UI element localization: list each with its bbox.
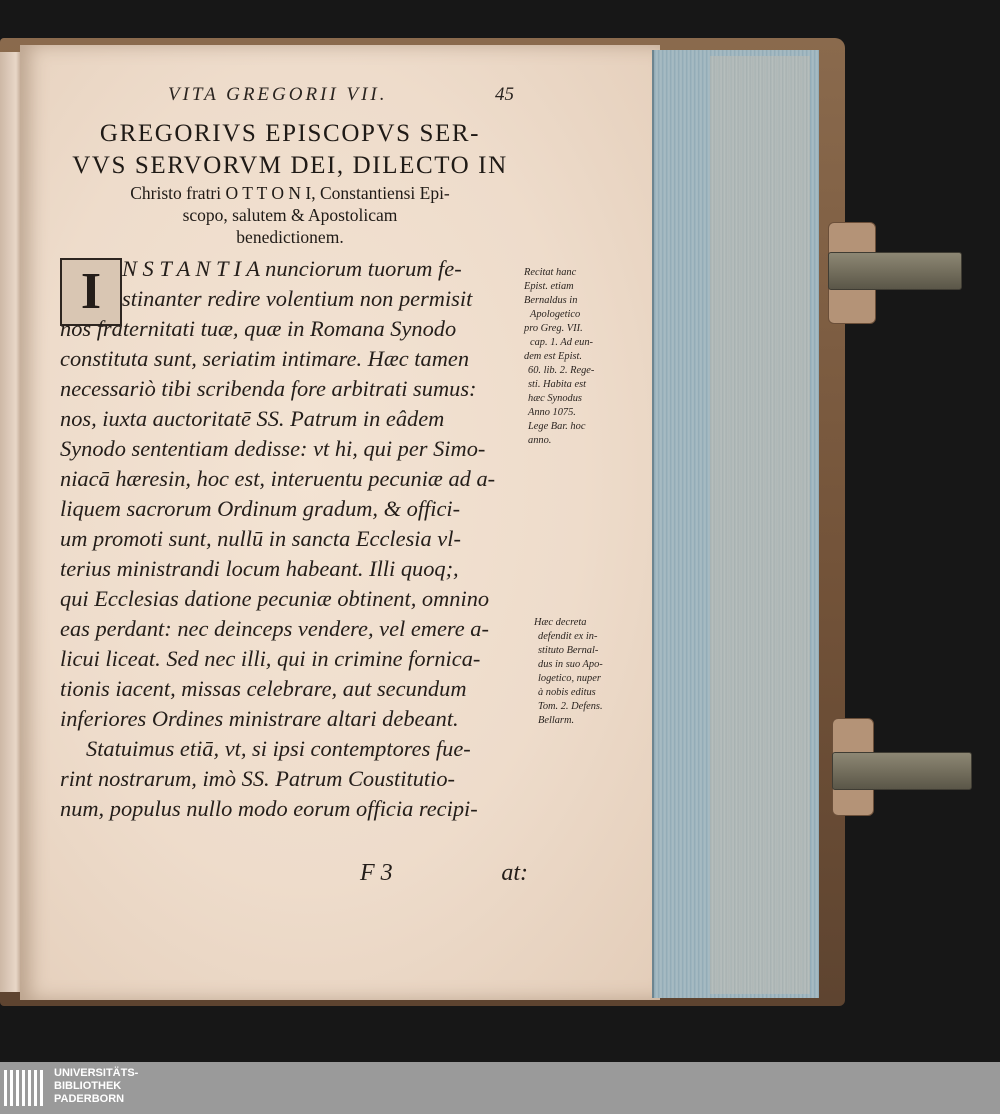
- marginal-line: Apologetico: [530, 309, 581, 320]
- body-line: nos, iuxta auctoritatē SS. Patrum in eâdem: [60, 406, 445, 431]
- marginal-line: pro Greg. VII.: [524, 323, 583, 334]
- body-line: constituta sunt, seriatim intimare. Hæc tamen: [60, 346, 470, 371]
- running-head: VITA GREGORII VII.: [168, 84, 388, 105]
- body-line: Statuimus etiā, vt, si ipsi contemptores fue-: [86, 736, 471, 761]
- heading-line: scopo, salutem & Apostolicam: [182, 205, 398, 225]
- body-line: inferiores Ordines ministrare altari debeant.: [60, 706, 459, 731]
- marginal-line: sti. Habita est: [528, 379, 587, 390]
- marginal-line: 60. lib. 2. Rege-: [528, 365, 595, 376]
- body-line: tionis iacent, missas celebrare, aut secundum: [60, 676, 467, 701]
- body-line: licui liceat. Sed nec illi, qui in crimine fornica-: [60, 646, 481, 671]
- marginal-line: à nobis editus: [538, 687, 596, 698]
- marginal-line: anno.: [528, 435, 552, 446]
- body-text: [60, 254, 524, 824]
- left-page-edge: [0, 52, 20, 992]
- body-line: num, populus nullo modo eorum officia recipi-: [60, 796, 478, 821]
- heading-line: Christo fratri O T T O N I, Constantiensi Epi-: [130, 183, 450, 203]
- library-name-line: PADERBORN: [54, 1093, 125, 1105]
- marginal-line: hæc Synodus: [528, 393, 582, 404]
- body-line: niacā hæresin, hoc est, interuentu pecuniæ ad a-: [60, 466, 496, 491]
- catchword: at:: [501, 860, 528, 886]
- marginal-line: stituto Bernal-: [538, 645, 599, 656]
- body-line: nos fraternitati tuæ, quæ in Romana Synodo: [60, 316, 457, 341]
- heading-line: GREGORIVS EPISCOPVS SER-: [99, 120, 481, 147]
- page-edges-shade: [710, 56, 810, 994]
- marginal-line: Anno 1075.: [528, 407, 576, 418]
- library-name-line: UNIVERSITÄTS-: [54, 1067, 139, 1079]
- body-line: N S T A N T I A nunciorum tuorum fe-: [122, 256, 462, 281]
- body-line: qui Ecclesias datione pecuniæ obtinent, omnino: [60, 586, 490, 611]
- body-line: liquem sacrorum Ordinum gradum, & offici-: [60, 496, 461, 521]
- letter-heading: [40, 118, 540, 248]
- page-number: 45: [495, 84, 514, 105]
- marginal-line: Recitat hanc: [524, 267, 577, 278]
- library-name-line: BIBLIOTHEK: [54, 1080, 122, 1092]
- marginal-line: Hæc decreta: [534, 617, 587, 628]
- library-footer: [0, 1062, 1000, 1114]
- marginal-line: logetico, nuper: [538, 673, 601, 684]
- body-line: Synodo sententiam dedisse: vt hi, qui per Simo-: [60, 436, 486, 461]
- marginal-note-1: [524, 266, 634, 448]
- marginal-line: cap. 1. Ad eun-: [530, 337, 594, 348]
- marginal-line: dus in suo Apo-: [538, 659, 603, 670]
- library-name: [54, 1067, 138, 1106]
- marginal-line: defendit ex in-: [538, 631, 598, 642]
- body-line: stinanter redire volentium non permisit: [122, 286, 473, 311]
- initial-letter: I: [80, 263, 102, 320]
- marginal-line: Tom. 2. Defens.: [538, 701, 603, 712]
- heading-line: VVS SERVORVM DEI, DILECTO IN: [72, 152, 508, 179]
- page-foot: [360, 860, 530, 890]
- body-line: um promoti sunt, nullū in sancta Ecclesia vl-: [60, 526, 461, 551]
- body-line: terius ministrandi locum habeant. Illi quoq;,: [60, 556, 459, 581]
- marginal-line: Lege Bar. hoc: [528, 421, 586, 432]
- body-line: necessariò tibi scribenda fore arbitrati sumus:: [60, 376, 477, 401]
- marginal-line: Epist. etiam: [524, 281, 574, 292]
- marginal-line: Bernaldus in: [524, 295, 578, 306]
- marginal-line: dem est Epist.: [524, 351, 583, 362]
- body-line: rint nostrarum, imò SS. Patrum Coustitutio-: [60, 766, 455, 791]
- heading-line: benedictionem.: [236, 227, 344, 247]
- signature-mark: F 3: [360, 860, 393, 886]
- marginal-line: Bellarm.: [538, 715, 575, 726]
- library-logo-icon: [0, 1062, 46, 1114]
- marginal-note-2: [524, 616, 634, 728]
- body-line: eas perdant: nec deinceps vendere, vel emere a-: [60, 616, 489, 641]
